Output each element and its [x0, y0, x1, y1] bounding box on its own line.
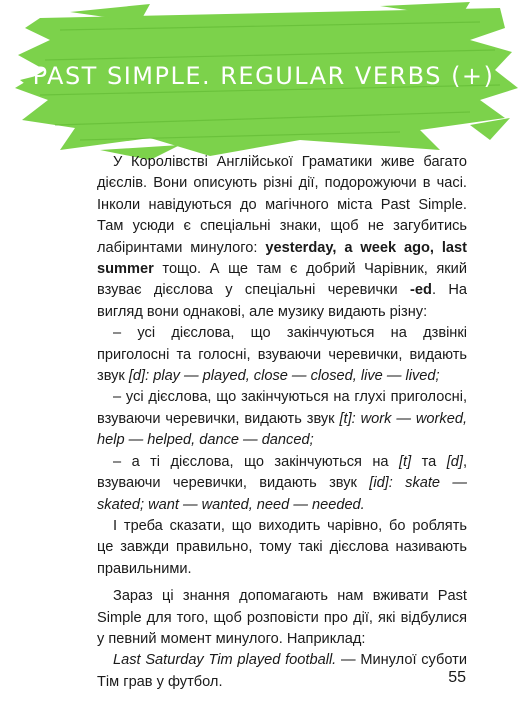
paragraph-rule-t [97, 387, 467, 451]
translation: — Минулої суботи Тім грав у футбол. [97, 652, 467, 690]
text: та [411, 453, 447, 470]
body-text [97, 152, 467, 693]
text: тощо. А ще там є добрий Чарівник, який взуває дієслова у спеціальні черевички [97, 261, 467, 299]
text: – а ті дієслова, що закінчуються на [113, 453, 399, 470]
page-title: PAST SIMPLE. REGULAR VERBS (+) [32, 62, 495, 90]
examples: [d]: play — played, close — closed, live — lived; [128, 368, 440, 385]
text: У Королівстві Англійської Граматики живе багато дієслів. Вони описують різні дії, подорожуючи в часі. Інколи навідуються до магічного міста Past Simple. Там усюди є спеціальні знаки, щоб не загубитись лабіринтами минулого: [97, 154, 467, 256]
examples: [t]: work — worked, help — helped, dance — danced; [97, 410, 467, 449]
paragraph-conclusion: І треба сказати, що виходить чарівно, бо роблять це завжди правильно, тому такі дієслова називають правильними. [97, 517, 467, 577]
sound: [t] [399, 453, 412, 470]
paragraph-intro [97, 152, 467, 323]
paragraph-example [97, 650, 467, 693]
page-number: 55 [448, 669, 466, 686]
text: , взуваючи черевички, видають звук [97, 453, 467, 492]
text: – усі дієслова, що закінчуються на глухі приголосні, взуваючи черевички, видають звук [97, 389, 467, 427]
text: . На вигляд вони однакові, але музику видають різну: [97, 282, 467, 320]
example-sentence: Last Saturday Tim played football. [113, 652, 337, 669]
ed-suffix: -ed [410, 282, 432, 299]
text: – усі дієслова, що закінчуються на дзвінкі приголосні та голосні, взуваючи черевички, видають звук [97, 325, 467, 385]
examples: [id]: skate — skated; want — wanted, need — needed. [97, 475, 467, 513]
paragraph-rule-id [97, 452, 467, 516]
sound: [d] [446, 453, 463, 470]
paragraph-rule-d [97, 323, 467, 387]
paragraph-usage: Зараз ці знання допомагають нам вживати Past Simple для того, щоб розповісти про дії, які відбулися у певний момент минулого. Наприклад: [97, 588, 467, 647]
time-markers: yesterday, a week ago, last summer [97, 239, 467, 278]
